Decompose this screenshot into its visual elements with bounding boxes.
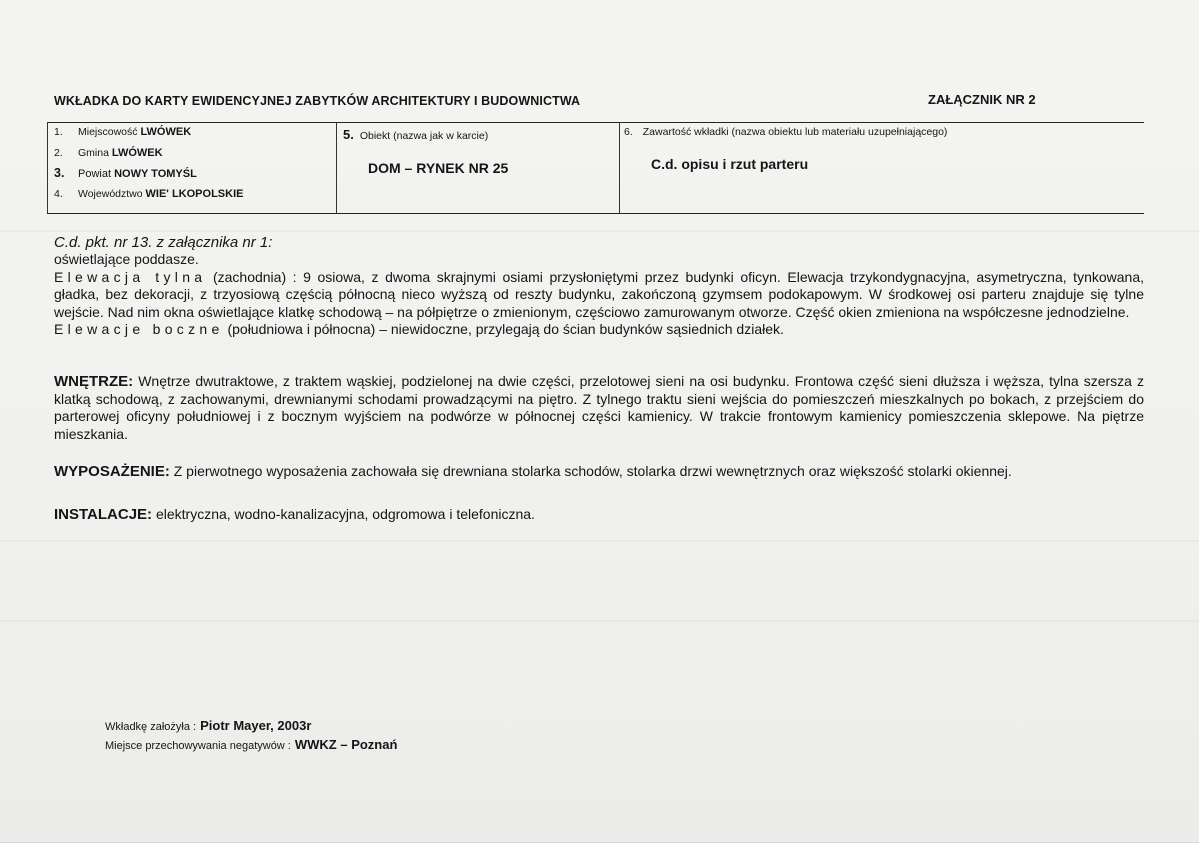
field-value: WIE' LKOPOLSKIE: [145, 188, 244, 200]
installations-heading: INSTALACJE:: [54, 506, 153, 523]
field-label: Miejscowość: [78, 126, 138, 138]
elevation-rear-label: Elewacja tylna: [54, 268, 207, 285]
equipment-paragraph: [54, 463, 1144, 481]
field-zawartosc-label: [624, 126, 947, 138]
field-value: LWÓWEK: [111, 147, 163, 159]
installations-paragraph: [54, 506, 1144, 524]
equipment-text: Z pierwotnego wyposażenia zachowała się drewniana stolarka schodów, stolarka drzwi wewnętrznych oraz większość stolarki okiennej.: [173, 463, 1012, 479]
author-value: Piotr Mayer, 2003r: [200, 718, 312, 733]
field-value: NOWY TOMYŚL: [114, 168, 197, 180]
field-label: Powiat: [78, 168, 112, 180]
field-value: LWÓWEK: [140, 126, 192, 138]
description-line: oświetlające poddasze.: [54, 251, 199, 267]
field-obiekt-label: [343, 127, 488, 142]
field-label: Zawartość wkładki (nazwa obiektu lub materiału uzupełniającego): [642, 126, 948, 138]
installations-text: elektryczna, wodno-kanalizacyjna, odgromowa i telefoniczna.: [155, 506, 535, 522]
interior-text: Wnętrze dwutraktowe, z traktem wąskiej, podzielonej na dwie części, przelotowej sieni na osi budynku. Frontowa część sieni dłuższa i węższa, tylna szersza z klatką schodową, z zachowanymi, drewnianymi schodami prowadzącymi na piętro. Z tylnego traktu sieni wejścia do pomieszczeń mieszkalnych po bokach, z przejściem do parterowej oficyny południowej i z bocznym wyjściem na podwórze w północnej części kamienicy. W trakcie frontowym kamienicy pomieszczenia sklepowe. Na piętrze mieszkania.: [54, 373, 1144, 442]
elevation-rear-text: (zachodnia) : 9 osiowa, z dwoma skrajnymi osiami przysłoniętymi przez budynki oficyn. Elewacja trzykondygnacyjna, asymetryczna, tynkowana, gładka, bez dekoracji, z trzyosiową częścią północną nieco wyższą od reszty budynku, zakończoną gzymsem podokapowym. W środkowej osi parteru znajduje się tylne wejście. Nad nim okna oświetlające klatkę schodową – na półpiętrze o zmienionym, częściowo zamurowanym otworze. Część okien zmieniona na współczesne jednodzielne.: [54, 268, 1145, 320]
continuation-heading: C.d. pkt. nr 13. z załącznika nr 1:: [54, 234, 273, 251]
field-powiat: [54, 166, 197, 180]
field-number: 2.: [54, 147, 63, 159]
field-number: 6.: [624, 126, 633, 138]
divider: [619, 122, 620, 213]
scan-streak: [0, 230, 1199, 232]
fields-box: [47, 122, 1144, 214]
storage-value: WWKZ – Poznań: [294, 737, 398, 752]
divider: [47, 122, 48, 213]
field-obiekt-value: DOM – RYNEK NR 25: [368, 160, 509, 176]
elevation-side-label: Elewacje boczne: [54, 321, 224, 337]
field-number: 4.: [54, 188, 63, 200]
elevation-rear-paragraph: [54, 269, 1144, 322]
field-zawartosc-value: C.d. opisu i rzut parteru: [651, 156, 809, 172]
equipment-heading: WYPOSAŻENIE:: [54, 463, 170, 480]
elevation-side-text: (południowa i północna) – niewidoczne, przylegają do ścian budynków sąsiednich działek.: [227, 321, 784, 337]
field-label: Gmina: [78, 147, 109, 159]
field-label: Obiekt (nazwa jak w karcie): [359, 130, 489, 142]
annex-number: ZAŁĄCZNIK NR 2: [928, 92, 1036, 107]
description-block: [54, 251, 1144, 339]
field-number: 3.: [54, 166, 65, 180]
document-title: WKŁADKA DO KARTY EWIDENCYJNEJ ZABYTKÓW ARCHITEKTURY I BUDOWNICTWA: [54, 94, 581, 108]
elevation-side-paragraph: [54, 321, 1144, 339]
field-wojewodztwo: [54, 188, 243, 200]
storage-label: Miejsce przechowywania negatywów :: [105, 740, 291, 752]
interior-paragraph: [54, 373, 1144, 443]
field-number: 5.: [343, 127, 354, 142]
divider: [336, 122, 337, 213]
author-label: Wkładkę założyła :: [105, 721, 197, 733]
footer-storage: [105, 737, 397, 752]
scan-streak: [0, 620, 1199, 622]
field-label: Województwo: [78, 188, 143, 200]
scan-streak: [0, 540, 1199, 542]
field-number: 1.: [54, 126, 63, 138]
footer-author: [105, 718, 311, 733]
interior-heading: WNĘTRZE:: [54, 373, 134, 390]
field-gmina: [54, 147, 163, 159]
field-miejscowosc: [54, 126, 191, 138]
